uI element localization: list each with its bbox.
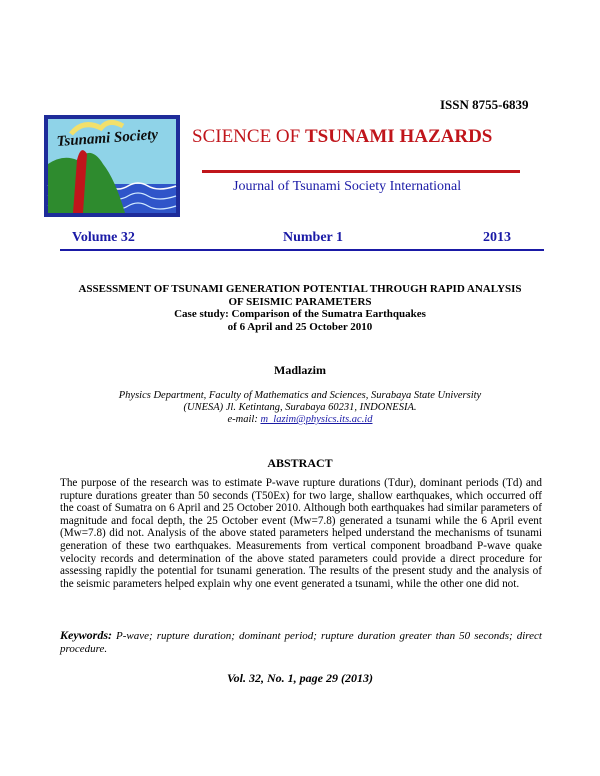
journal-name-part2: TSUNAMI HAZARDS	[304, 126, 493, 147]
abstract-heading: ABSTRACT	[267, 456, 333, 470]
keywords-text: P-wave; rupture duration; dominant period; rupture duration greater than 50 seconds; direct procedure.	[60, 630, 542, 655]
subtitle-line: of 6 April and 25 October 2010	[227, 320, 373, 333]
year: 2013	[483, 230, 511, 245]
tsunami-society-logo	[43, 114, 181, 218]
red-rule	[202, 170, 520, 173]
affiliation-line: Physics Department, Faculty of Mathematics and Sciences, Surabaya State University	[118, 390, 482, 401]
email-label: e-mail:	[227, 414, 261, 425]
journal-name	[192, 126, 492, 148]
logo-text: Tsunami Society	[56, 126, 159, 150]
journal-name-part1: SCIENCE OF	[192, 126, 305, 147]
keywords-label: Keywords:	[60, 628, 112, 642]
subtitle-line: Case study: Comparison of the Sumatra Earthquakes	[174, 308, 426, 320]
volume: Volume 32	[72, 230, 135, 245]
journal-subtitle: Journal of Tsunami Society International	[233, 179, 462, 194]
blue-rule	[60, 249, 544, 251]
author: Madlazim	[274, 363, 326, 377]
abstract-body: The purpose of the research was to estimate P-wave rupture durations (Tdur), dominant periods (Td) and rupture durations greater than 50 seconds (T50Ex) for two large, shallow earthquakes, which occurred off the coast of Sumatra on 6 April and 25 October 2010. Although both earthquakes had similar parameters of magnitude and focal depth, the 25 October event (Mw=7.8) generated a tsunami while the 6 April event (Mw=7.8) did not. Analysis of the above stated parameters helped understand the mechanisms of tsunami generation of these two earthquakes. Measurements from vertical component broadband P-wave quake velocity records and determination of the above stated parameters could provide a direct procedure for assessing rapidly the potential for tsunami generation. The results of the present study and the analysis of the seismic parameters helped explain why one event generated a tsunami, while the other one did not.	[60, 477, 542, 590]
keywords	[60, 629, 542, 656]
title-line: ASSESSMENT OF TSUNAMI GENERATION POTENTIAL THROUGH RAPID ANALYSIS	[78, 283, 522, 295]
affiliation-line: (UNESA) Jl. Ketintang, Surabaya 60231, INDONESIA.	[183, 402, 417, 413]
citation: Vol. 32, No. 1, page 29 (2013)	[227, 671, 373, 685]
affiliation	[100, 390, 500, 426]
title-line: OF SEISMIC PARAMETERS	[228, 295, 372, 308]
issue-number: Number 1	[283, 230, 344, 245]
issn: ISSN 8755-6839	[440, 97, 529, 112]
email-link[interactable]: m_lazim@physics.its.ac.id	[260, 414, 373, 425]
paper-title	[55, 283, 545, 333]
email-line	[100, 414, 500, 426]
